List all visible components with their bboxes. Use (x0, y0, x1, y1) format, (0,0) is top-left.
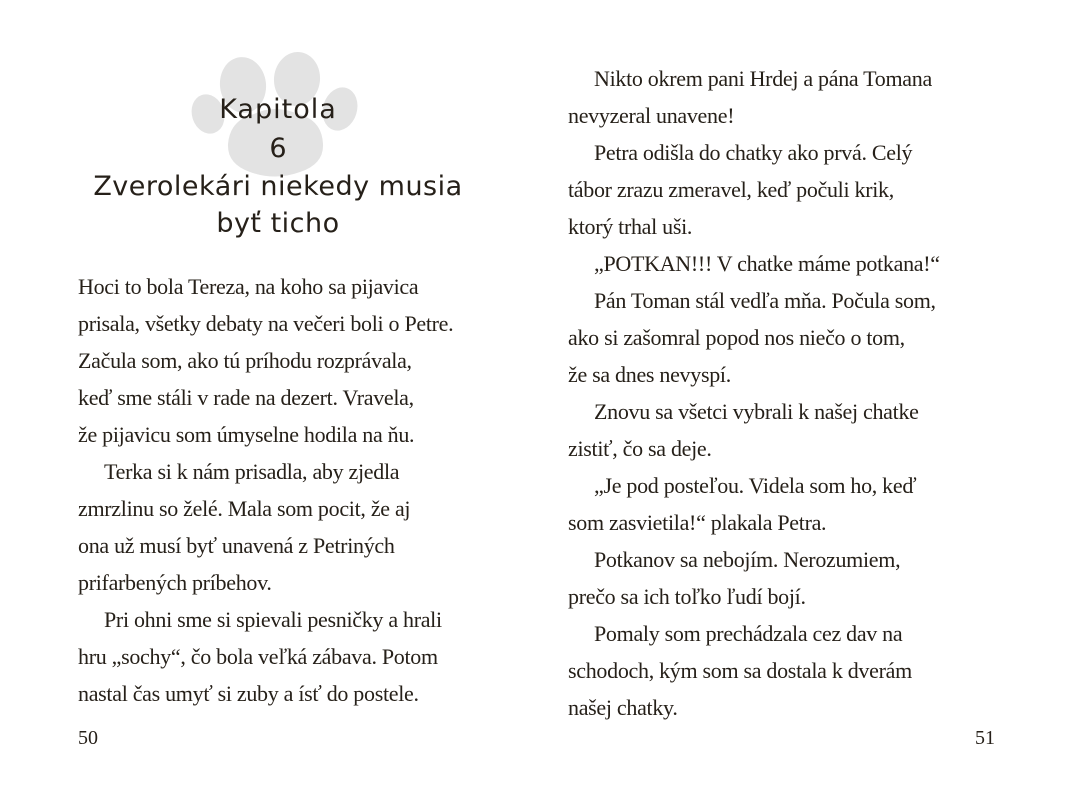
text-line: Potkanov sa nebojím. Nerozumiem, (594, 547, 901, 572)
text-line: hru „sochy“, čo bola veľká zábava. Potom (78, 644, 438, 669)
body-paragraph (568, 60, 995, 134)
text-line: zistiť, čo sa deje. (568, 436, 712, 461)
chapter-title-line1: Zverolekári niekedy musia (93, 171, 463, 202)
text-line: Znovu sa všetci vybrali k našej chatke (594, 399, 919, 424)
text-line: ktorý trhal uši. (568, 214, 693, 239)
body-paragraph (568, 393, 995, 467)
chapter-heading (48, 90, 508, 242)
text-line: že sa dnes nevyspí. (568, 362, 731, 387)
text-line: ona už musí byť unavená z Petriných (78, 533, 395, 558)
body-paragraph (78, 453, 470, 601)
right-page-body-text (568, 60, 995, 726)
text-line: Petra odišla do chatky ako prvá. Celý (594, 140, 913, 165)
text-line: „POTKAN!!! V chatke máme potkana!“ (594, 251, 940, 276)
text-line: keď sme stáli v rade na dezert. Vravela, (78, 385, 414, 410)
body-paragraph (78, 268, 470, 453)
body-paragraph (568, 282, 995, 393)
text-line: Pomaly som prechádzala cez dav na (594, 621, 903, 646)
text-line: že pijavicu som úmyselne hodila na ňu. (78, 422, 415, 447)
text-line: som zasvietila!“ plakala Petra. (568, 510, 827, 535)
chapter-number: 6 (269, 133, 287, 164)
text-line: Pri ohni sme si spievali pesničky a hrali (104, 607, 442, 632)
text-line: nastal čas umyť si zuby a ísť do postele. (78, 681, 419, 706)
text-line: Nikto okrem pani Hrdej a pána Tomana (594, 66, 932, 91)
page-number-right: 51 (975, 727, 995, 749)
text-line: Začula som, ako tú príhodu rozprávala, (78, 348, 412, 373)
text-line: prečo sa ich toľko ľudí bojí. (568, 584, 806, 609)
body-paragraph (78, 601, 470, 712)
text-line: schodoch, kým som sa dostala k dverám (568, 658, 912, 683)
page-number-left: 50 (78, 727, 98, 749)
text-line: tábor zrazu zmeravel, keď počuli krik, (568, 177, 894, 202)
body-paragraph (568, 615, 995, 726)
text-line: prifarbených príbehov. (78, 570, 272, 595)
text-line: Hoci to bola Tereza, na koho sa pijavica (78, 274, 419, 299)
body-paragraph (568, 134, 995, 245)
body-paragraph (568, 541, 995, 615)
text-line: prisala, všetky debaty na večeri boli o Petre. (78, 311, 454, 336)
body-paragraph (568, 467, 995, 541)
left-page-body-text (78, 268, 470, 712)
text-line: nevyzeral unavene! (568, 103, 735, 128)
text-line: „Je pod posteľou. Videla som ho, keď (594, 473, 917, 498)
chapter-label: Kapitola (219, 94, 337, 125)
text-line: našej chatky. (568, 695, 678, 720)
text-line: Terka si k nám prisadla, aby zjedla (104, 459, 400, 484)
text-line: zmrzlinu so želé. Mala som pocit, že aj (78, 496, 411, 521)
text-line: Pán Toman stál vedľa mňa. Počula som, (594, 288, 936, 313)
chapter-title-line2: byť ticho (216, 208, 340, 239)
text-line: ako si zašomral popod nos niečo o tom, (568, 325, 905, 350)
body-paragraph (568, 245, 995, 282)
